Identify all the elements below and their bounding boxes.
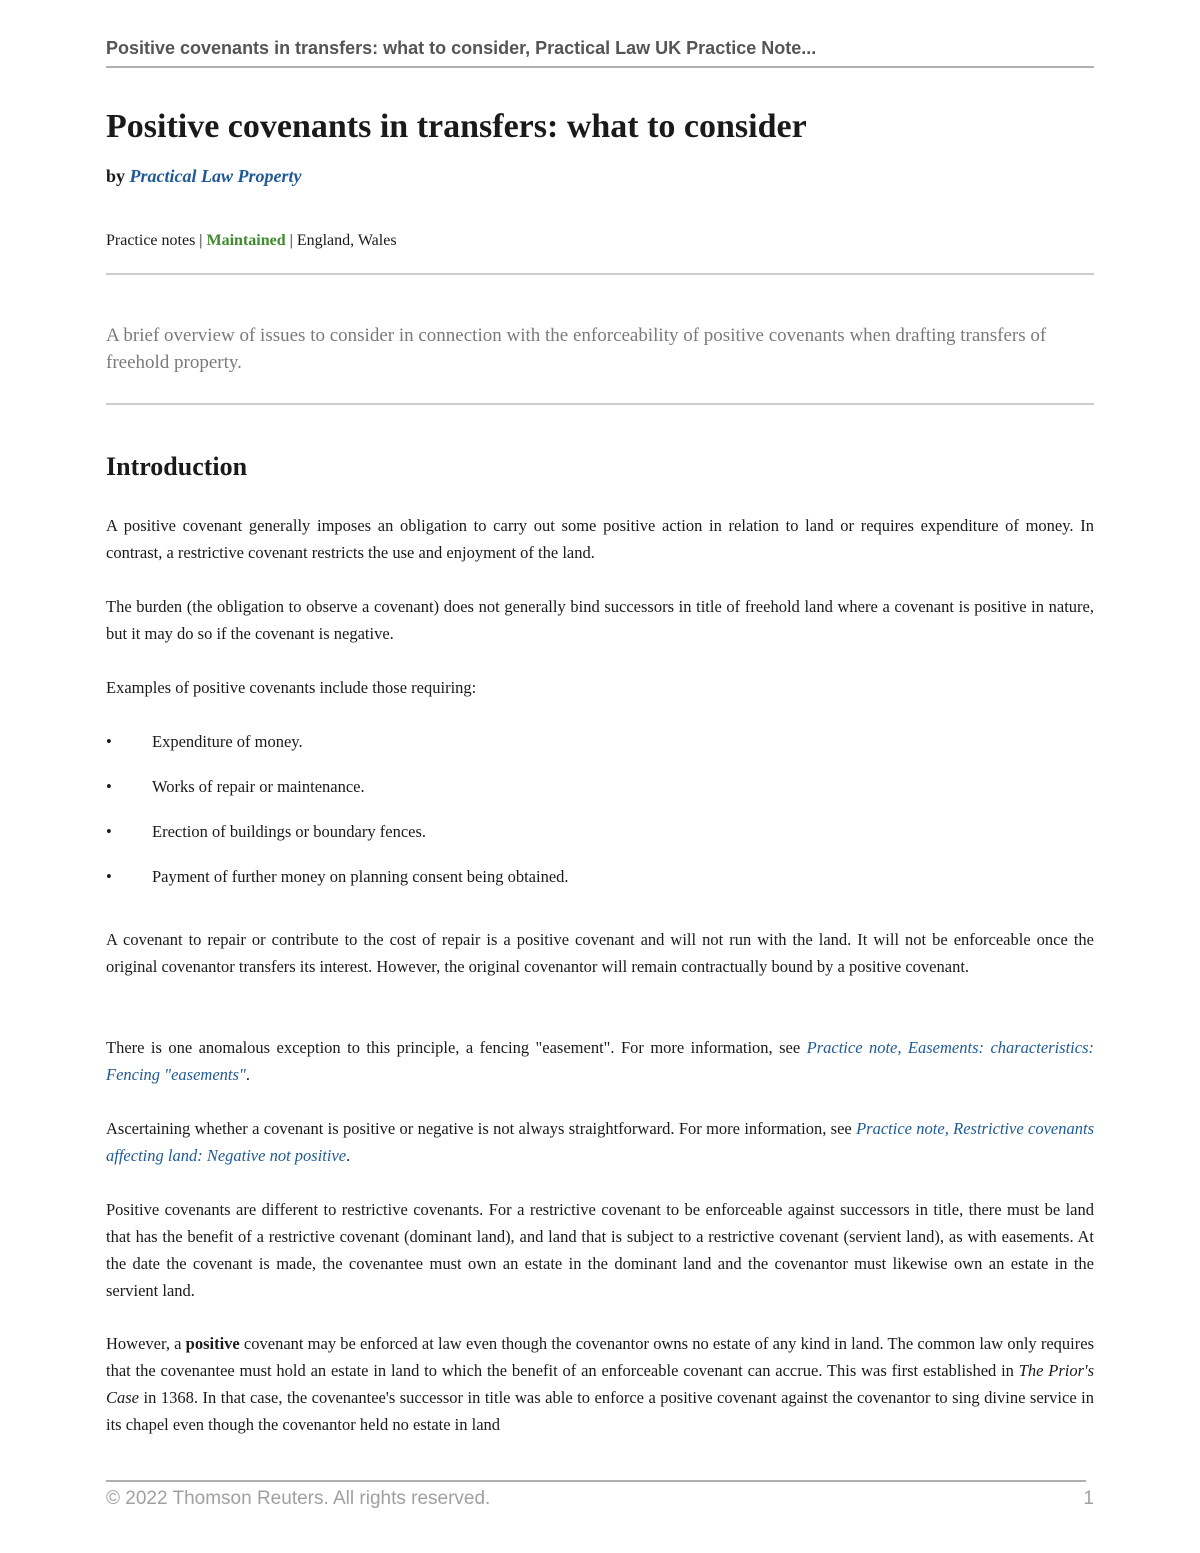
abstract-divider — [106, 403, 1094, 405]
paragraph-6-text: Ascertaining whether a covenant is positive or negative is not always straightforward. For more information, see — [106, 1119, 857, 1138]
meta-jurisdiction: England, Wales — [296, 232, 397, 249]
list-item — [106, 863, 1094, 908]
footer-divider — [106, 1480, 1086, 1482]
examples-list — [106, 728, 1094, 908]
list-item-text: Works of repair or maintenance. — [152, 777, 365, 796]
document-title: Positive covenants in transfers: what to consider — [106, 108, 807, 145]
paragraph-8-text: covenant may be enforced at law even though the covenantor owns no estate of any kind in land. The common law only requires that the covenantee must hold an estate in land to which the benefit of an enforceable covenant can accrue. This was first established in — [106, 1334, 1094, 1380]
paragraph-8 — [106, 1330, 1094, 1438]
bullet-icon: • — [106, 777, 112, 796]
paragraph-5 — [106, 1034, 1094, 1088]
paragraph-8-text: However, a — [106, 1334, 186, 1353]
list-item — [106, 728, 1094, 773]
paragraph-5-text: There is one anomalous exception to this principle, a fencing "easement". For more information, see — [106, 1038, 807, 1057]
emphasis-positive: positive — [185, 1334, 240, 1353]
paragraph-7: Positive covenants are different to restrictive covenants. For a restrictive covenant to be enforceable against successors in title, there must be land that has the benefit of a restrictive covenant (dominant land), and land that is subject to a restrictive covenant (servient land), as with easements. At the date the covenant is made, the covenantee must own an estate in the dominant land and the covenantor must likewise own an estate in the servient land. — [106, 1200, 1094, 1300]
page-number: 1 — [1083, 1488, 1094, 1509]
meta-divider — [106, 273, 1094, 275]
easements-practice-note-link[interactable]: Practice note, Easements: characteristics: Fencing "easements" — [106, 1038, 1094, 1084]
meta-type: Practice notes — [106, 232, 196, 249]
document-meta — [106, 232, 397, 250]
list-item-text: Payment of further money on planning consent being obtained. — [152, 867, 569, 886]
paragraph-8-text: in 1368. In that case, the covenantee's successor in title was able to enforce a positive covenant against the covenantor to sing divine service in its chapel even though the covenantor held no estate in land — [106, 1388, 1094, 1434]
paragraph-1: A positive covenant generally imposes an obligation to carry out some positive action in relation to land or requires expenditure of money. In contrast, a restrictive covenant restricts the use and enjoyment of the land. — [106, 516, 1094, 562]
list-item-text: Erection of buildings or boundary fences. — [152, 822, 427, 841]
bullet-icon: • — [106, 867, 112, 886]
paragraph-6-end: . — [346, 1146, 351, 1165]
running-header: Positive covenants in transfers: what to consider, Practical Law UK Practice Note... — [106, 38, 817, 58]
paragraph-4: A covenant to repair or contribute to the cost of repair is a positive covenant and will not run with the land. It will not be enforceable once the original covenantor transfers its interest. However, the original covenantor will remain contractually bound by a positive covenant. — [106, 930, 1094, 976]
section-heading: Introduction — [106, 452, 248, 481]
bullet-icon: • — [106, 822, 112, 841]
header-divider — [106, 66, 1094, 68]
paragraph-6 — [106, 1115, 1094, 1169]
meta-separator: | — [289, 232, 293, 249]
meta-separator: | — [199, 232, 203, 249]
case-name: The Prior's Case — [106, 1361, 1094, 1407]
abstract: A brief overview of issues to consider in connection with the enforceability of positive covenants when drafting transfers of freehold property. — [106, 325, 1047, 373]
paragraph-5-end: . — [245, 1065, 250, 1084]
list-item — [106, 773, 1094, 818]
byline-prefix: by — [106, 166, 126, 186]
status-badge: Maintained — [206, 232, 286, 249]
paragraph-2: The burden (the obligation to observe a covenant) does not generally bind successors in title of freehold land where a covenant is positive in nature, but it may do so if the covenant is negative. — [106, 597, 1094, 643]
byline — [106, 166, 301, 187]
author-link[interactable]: Practical Law Property — [129, 166, 302, 186]
restrictive-covenants-practice-note-link[interactable]: Practice note, Restrictive covenants affecting land: Negative not positive — [106, 1119, 1095, 1165]
list-item-text: Expenditure of money. — [152, 732, 303, 751]
paragraph-3: Examples of positive covenants include those requiring: — [106, 678, 477, 697]
copyright-notice: © 2022 Thomson Reuters. All rights reserved. — [106, 1488, 491, 1509]
bullet-icon: • — [106, 732, 112, 751]
list-item — [106, 818, 1094, 863]
